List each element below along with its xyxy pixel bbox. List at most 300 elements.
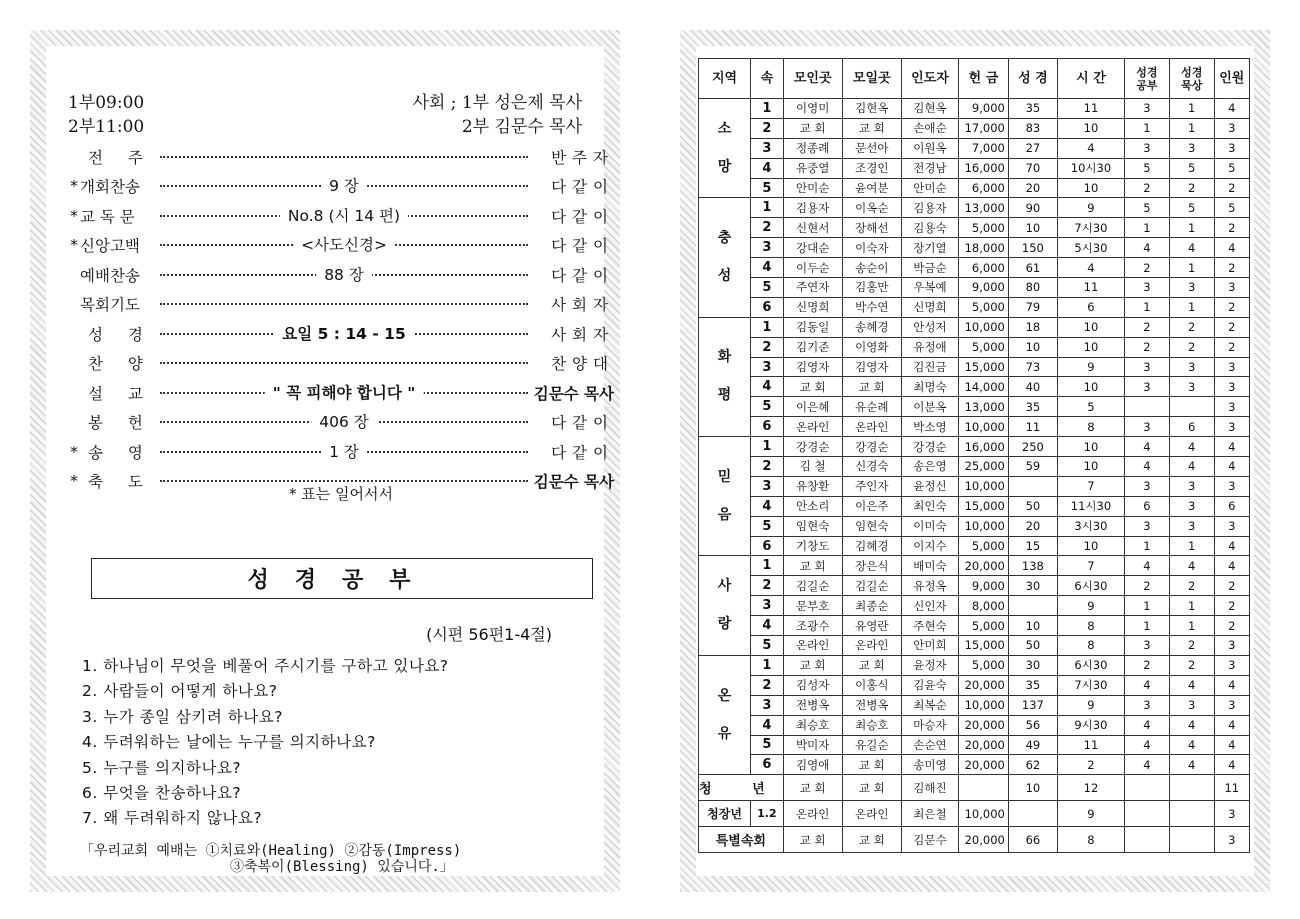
study-question: 6. 무엇을 찬송하나요? [82,783,242,802]
table-cell: 이영미 [783,99,842,119]
table-cell: 1 [1125,596,1170,616]
table-cell: 이원옥 [901,138,958,158]
column-header: 성경 공부 [1125,59,1170,99]
table-cell: 3 [1125,138,1170,158]
table-row [699,278,1250,298]
order-item-name: 교 독 문 [80,207,135,226]
sok-cell: 5 [751,636,784,656]
table-cell: 2 [1125,258,1170,278]
service-time-1: 1부09:00 [68,93,145,113]
study-question: 4. 두려워하는 날에는 누구를 의지하나요? [82,733,376,752]
order-item-name: 목회기도 [80,296,140,315]
order-item-leader: 다같이 [551,443,614,462]
table-cell [1125,775,1170,801]
table-cell [1008,476,1057,496]
table-cell: 3 [1125,357,1170,377]
dot-leader [160,353,528,373]
table-row [699,576,1250,596]
table-cell: 2 [1169,576,1214,596]
order-item-name: 축 도 [88,473,153,492]
order-item-detail: No.8 (시 14 편) [280,206,408,226]
table-cell: 10 [1057,437,1124,457]
table-cell: 2 [1057,755,1124,775]
special-row [699,775,1250,801]
table-cell [1169,397,1214,417]
table-cell: 강경순 [783,437,842,457]
table-row [699,636,1250,656]
table-cell: 1 [1169,258,1214,278]
table-cell: 2 [1125,655,1170,675]
table-cell: 3 [1214,377,1249,397]
table-cell: 9 [1057,198,1124,218]
table-cell: 교 회 [783,827,842,853]
table-cell: 전병옥 [842,695,901,715]
table-cell: 온라인 [783,801,842,827]
sok-cell: 2 [751,675,784,695]
table-cell: 1 [1169,616,1214,636]
order-item-leader: 다같이 [551,414,614,433]
sok-cell: 2 [751,218,784,238]
sok-cell: 5 [751,278,784,298]
table-cell: 4 [1125,437,1170,457]
table-cell: 90 [1008,198,1057,218]
table-row [699,158,1250,178]
table-cell: 1 [1125,536,1170,556]
table-cell: 송미영 [901,755,958,775]
table-cell: 4 [1214,457,1249,477]
table-cell: 35 [1008,397,1057,417]
table-cell: 교 회 [783,118,842,138]
study-questions [82,654,449,832]
order-item-leader: 김문수 목사 [533,384,614,403]
table-cell: 안미순 [901,178,958,198]
table-row [699,695,1250,715]
table-cell: 10 [1057,337,1124,357]
table-cell: 손애순 [901,118,958,138]
order-item [68,142,614,172]
table-row [699,118,1250,138]
bible-study-reference: (시편 56편1-4절) [426,625,552,644]
sok-cell: 1 [751,655,784,675]
table-cell: 17,000 [959,118,1009,138]
table-cell [1125,397,1170,417]
table-cell: 66 [1008,827,1057,853]
table-cell [1125,801,1170,827]
table-cell: 4 [1214,735,1249,755]
table-cell: 11 [1057,735,1124,755]
table-cell: 김동일 [783,317,842,337]
table-cell: 2 [1169,636,1214,656]
table-cell: 3 [1214,636,1249,656]
table-cell: 4 [1057,138,1124,158]
table-cell: 교 회 [842,755,901,775]
table-cell: 4 [1169,238,1214,258]
table-cell: 6시30 [1057,576,1124,596]
table-cell: 6 [1214,496,1249,516]
dot-leader [160,442,528,462]
table-cell: 6 [1169,417,1214,437]
table-cell: 7시30 [1057,218,1124,238]
table-cell: 안소리 [783,496,842,516]
table-cell: 이미숙 [901,516,958,536]
table-cell: 9,000 [959,576,1009,596]
table-cell: 유중열 [783,158,842,178]
table-cell: 11시30 [1057,496,1124,516]
standing-mark: * [70,236,78,255]
table-row [699,536,1250,556]
column-header: 속 [751,59,784,99]
table-cell: 김용자 [783,198,842,218]
region-cell: 믿 음 [699,437,751,556]
table-cell: 3 [1169,357,1214,377]
table-cell: 신명희 [783,297,842,317]
table-cell: 유창환 [783,476,842,496]
table-cell: 안미순 [783,178,842,198]
table-cell: 2 [1214,596,1249,616]
table-cell: 15 [1008,536,1057,556]
table-cell: 10,000 [959,417,1009,437]
sok-cell: 2 [751,118,784,138]
table-cell: 온라인 [842,417,901,437]
sok-cell: 2 [751,576,784,596]
table-cell: 2 [1214,317,1249,337]
table-cell [959,775,1009,801]
table-cell: 이홍식 [842,675,901,695]
table-cell: 이옥순 [842,198,901,218]
table-cell: 10 [1057,178,1124,198]
table-cell: 3시30 [1057,516,1124,536]
table-cell: 12 [1057,775,1124,801]
special-row [699,801,1250,827]
table-cell: 김영자 [842,357,901,377]
table-cell: 10 [1008,337,1057,357]
table-cell: 20,000 [959,755,1009,775]
table-row [699,655,1250,675]
table-cell: 김현옥 [842,99,901,119]
table-cell: 4 [1125,556,1170,576]
table-cell: 이숙자 [842,238,901,258]
table-cell: 윤정자 [901,655,958,675]
order-item-leader: 다같이 [551,207,614,226]
column-header: 인원 [1214,59,1249,99]
standing-mark: * [70,442,78,461]
table-cell: 송순이 [842,258,901,278]
region-cell: 소 망 [699,99,751,198]
left-page-content [46,46,614,876]
table-cell: 4 [1169,457,1214,477]
table-cell: 2 [1214,258,1249,278]
order-item-name: 송 영 [88,443,153,462]
sok-cell: 5 [751,397,784,417]
table-cell: 6시30 [1057,655,1124,675]
table-cell: 15,000 [959,357,1009,377]
sok-cell: 4 [751,616,784,636]
table-cell: 교 회 [842,118,901,138]
table-cell: 윤여분 [842,178,901,198]
table-cell: 20,000 [959,675,1009,695]
table-cell: 138 [1008,556,1057,576]
table-cell: 최승호 [783,715,842,735]
table-cell: 유정애 [901,337,958,357]
table-cell: 3 [1169,278,1214,298]
region-cell: 화 평 [699,317,751,436]
order-item [68,201,614,231]
table-cell: 7 [1057,556,1124,576]
table-cell: 4 [1214,556,1249,576]
table-cell: 최인숙 [901,496,958,516]
table-cell: 교 회 [842,827,901,853]
table-cell: 1 [1125,118,1170,138]
sok-cell: 4 [751,496,784,516]
table-cell: 1 [1169,218,1214,238]
table-cell: 9 [1057,596,1124,616]
table-cell: 80 [1008,278,1057,298]
column-header: 성경 묵상 [1169,59,1214,99]
table-cell: 4 [1169,715,1214,735]
order-item-leader: 다같이 [551,178,614,197]
table-cell: 교 회 [783,655,842,675]
table-cell: 3 [1214,118,1249,138]
table-cell: 10 [1008,218,1057,238]
order-item [68,408,614,438]
table-cell: 4 [1125,238,1170,258]
table-row [699,715,1250,735]
table-cell: 10,000 [959,317,1009,337]
table-cell: 16,000 [959,158,1009,178]
table-cell: 10,000 [959,695,1009,715]
table-row [699,735,1250,755]
table-cell: 20 [1008,178,1057,198]
table-cell: 3 [1214,138,1249,158]
table-cell: 13,000 [959,397,1009,417]
table-cell: 6 [1057,297,1124,317]
table-cell: 2 [1169,337,1214,357]
table-cell: 61 [1008,258,1057,278]
table-cell: 우복예 [901,278,958,298]
sok-cell: 1.2 [751,801,784,827]
sok-cell: 5 [751,735,784,755]
table-cell: 4 [1214,238,1249,258]
table-cell [1169,827,1214,853]
table-cell: 최명숙 [901,377,958,397]
region-cell: 온 유 [699,655,751,774]
table-cell: 교 회 [783,775,842,801]
table-cell: 교 회 [842,775,901,801]
order-item [68,437,614,467]
sok-cell: 4 [751,377,784,397]
table-cell: 손순연 [901,735,958,755]
sok-cell: 3 [751,596,784,616]
table-cell: 김성자 [783,675,842,695]
order-item-detail: 요일 5 : 14 - 15 [274,324,413,344]
table-cell: 15,000 [959,496,1009,516]
dot-leader [160,324,528,344]
table-cell: 3 [1125,476,1170,496]
church-motto-line-2: ③축복이(Blessing) 있습니다.」 [230,859,454,875]
sok-cell: 5 [751,178,784,198]
sok-cell: 3 [751,695,784,715]
table-cell: 강대순 [783,238,842,258]
table-cell: 3 [1169,516,1214,536]
order-item [68,290,614,320]
table-cell: 2 [1214,218,1249,238]
table-cell: 5,000 [959,218,1009,238]
table-row [699,337,1250,357]
table-cell: 5 [1214,158,1249,178]
table-cell: 2 [1125,337,1170,357]
table-cell: 9 [1057,695,1124,715]
table-cell: 70 [1008,158,1057,178]
table-row [699,317,1250,337]
table-cell: 이두순 [783,258,842,278]
table-cell: 4 [1125,457,1170,477]
presider-1: 사회 ; 1부 성은제 목사 [412,93,582,113]
table-cell: 20,000 [959,715,1009,735]
table-cell: 2 [1125,317,1170,337]
table-cell: 9시30 [1057,715,1124,735]
order-item-detail: " 꼭 피해야 합니다 " [265,383,424,403]
service-time-2: 2부11:00 [68,117,145,137]
special-row [699,827,1250,853]
table-cell: 교 회 [842,655,901,675]
table-cell: 유영란 [842,616,901,636]
table-cell: 2 [1125,576,1170,596]
table-row [699,616,1250,636]
dot-leader [160,383,528,403]
order-item [68,349,614,379]
table-cell: 김문수 [901,827,958,853]
table-cell: 신명희 [901,297,958,317]
table-cell: 2 [1169,655,1214,675]
table-cell: 4 [1125,715,1170,735]
sok-cell: 1 [751,317,784,337]
dot-leader [160,294,528,314]
table-cell: 강경순 [901,437,958,457]
table-cell: 최종순 [842,596,901,616]
order-item-name: 개회찬송 [80,178,140,197]
table-cell: 10 [1057,536,1124,556]
order-item-name: 설 교 [88,384,153,403]
table-cell: 10 [1057,377,1124,397]
table-cell: 25,000 [959,457,1009,477]
table-cell: 이은혜 [783,397,842,417]
table-cell: 5,000 [959,536,1009,556]
table-cell: 3 [1214,801,1249,827]
table-cell: 1 [1169,596,1214,616]
table-cell: 김영자 [783,357,842,377]
table-cell: 신경숙 [842,457,901,477]
order-item-detail: 406 장 [311,412,377,432]
table-cell: 35 [1008,675,1057,695]
order-item-leader: 사회자 [551,296,614,315]
sok-cell: 2 [751,457,784,477]
table-cell: 5,000 [959,616,1009,636]
table-cell: 5,000 [959,655,1009,675]
table-cell: 김길순 [842,576,901,596]
table-cell: 40 [1008,377,1057,397]
table-cell: 4 [1214,437,1249,457]
table-cell: 2 [1125,178,1170,198]
table-row [699,377,1250,397]
table-cell: 6,000 [959,258,1009,278]
order-item [68,172,614,202]
table-row [699,198,1250,218]
table-cell: 18,000 [959,238,1009,258]
bible-study-title: 성경공부 [91,558,593,599]
table-cell: 27 [1008,138,1057,158]
table-cell: 임현숙 [842,516,901,536]
table-cell: 조광수 [783,616,842,636]
order-item-name: 성 경 [88,325,153,344]
sok-cell: 6 [751,536,784,556]
table-cell: 장기열 [901,238,958,258]
table-cell: 3 [1214,655,1249,675]
table-cell: 1 [1169,536,1214,556]
table-row [699,516,1250,536]
table-cell: 이분옥 [901,397,958,417]
table-cell: 박금순 [901,258,958,278]
order-item-name: 찬 양 [88,355,153,374]
table-cell: 3 [1169,496,1214,516]
table-cell: 장은식 [842,556,901,576]
standing-mark: * [70,472,78,491]
table-cell: 강경순 [842,437,901,457]
table-cell: 3 [1125,278,1170,298]
table-cell: 유길순 [842,735,901,755]
order-item-name: 예배찬송 [80,266,140,285]
sok-cell: 4 [751,258,784,278]
table-row [699,138,1250,158]
table-cell: 3 [1214,397,1249,417]
table-cell: 임현숙 [783,516,842,536]
table-cell: 최승호 [842,715,901,735]
table-cell: 김영애 [783,755,842,775]
table-cell: 문선아 [842,138,901,158]
table-cell: 김용숙 [901,218,958,238]
table-cell: 2 [1214,616,1249,636]
table-cell: 8 [1057,636,1124,656]
order-item-detail: 9 장 [321,176,367,196]
sok-cell: 5 [751,516,784,536]
table-cell: 3 [1214,695,1249,715]
region-cell: 특별속회 [699,827,784,853]
table-cell: 5 [1125,158,1170,178]
table-cell: 3 [1125,417,1170,437]
order-item-name: 신앙고백 [80,237,140,256]
table-cell [1008,596,1057,616]
dot-leader [160,147,528,167]
table-cell: 5 [1169,158,1214,178]
table-cell: 유정옥 [901,576,958,596]
table-cell: 2 [1169,178,1214,198]
table-cell: 11 [1057,278,1124,298]
table-cell: 18 [1008,317,1057,337]
table-cell: 최복순 [901,695,958,715]
table-cell: 김혜경 [842,536,901,556]
table-cell: 김현옥 [901,99,958,119]
column-header: 성 경 [1008,59,1057,99]
table-cell: 박수연 [842,297,901,317]
table-cell: 4 [1214,536,1249,556]
table-cell: 30 [1008,655,1057,675]
table-row [699,457,1250,477]
worship-order [68,142,614,496]
table-cell [1125,827,1170,853]
order-item-leader: 찬양대 [551,355,614,374]
table-row [699,496,1250,516]
sok-cell: 1 [751,556,784,576]
table-row [699,417,1250,437]
